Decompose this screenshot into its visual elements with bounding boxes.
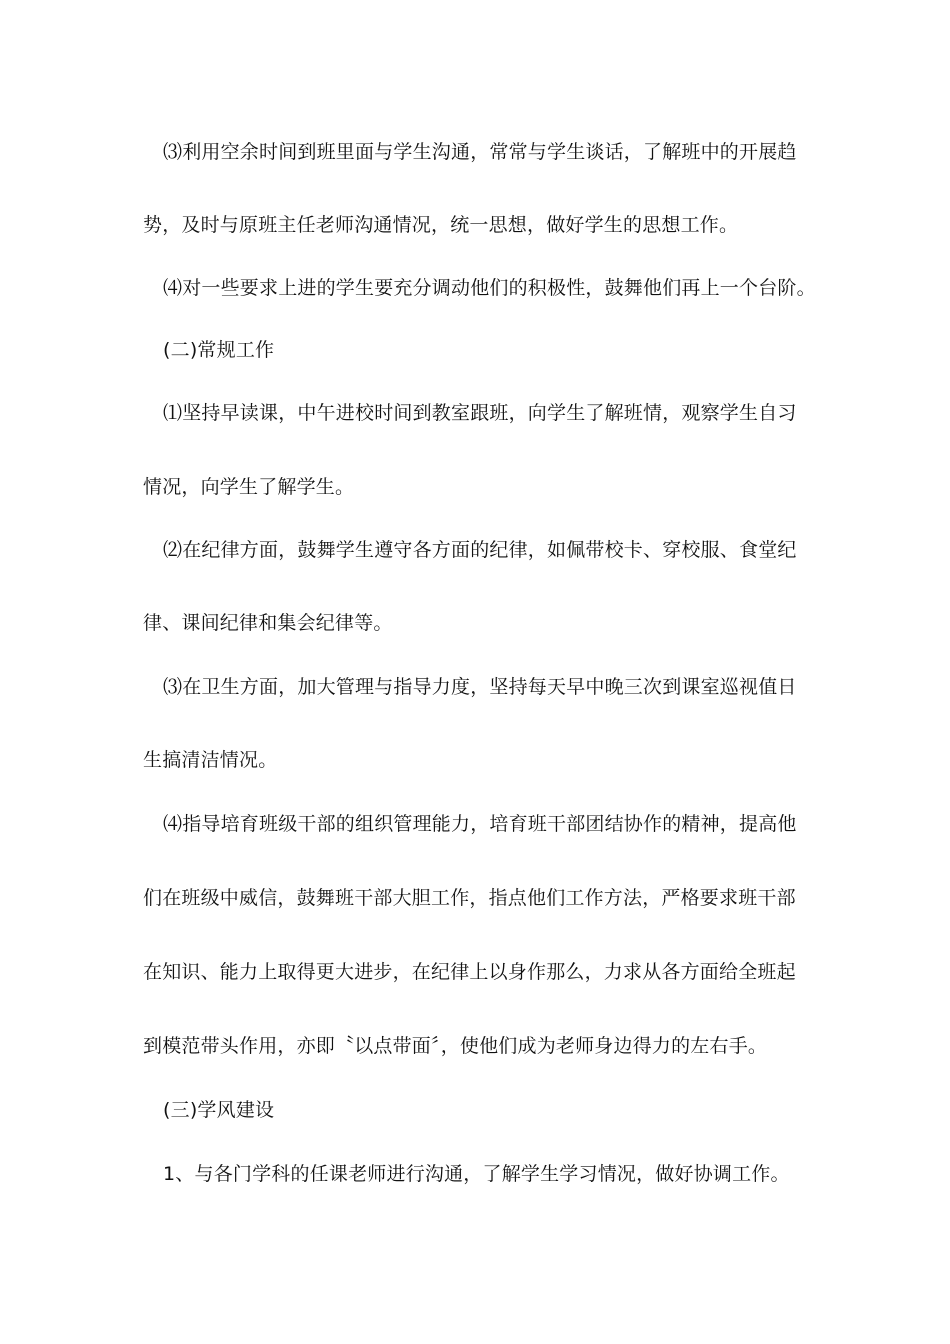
paragraph-line: ⑵在纪律方面，鼓舞学生遵守各方面的纪律，如佩带校卡、穿校服、食堂纪 — [163, 539, 797, 561]
paragraph-line: 到模范带头作用，亦即〝以点带面〞，使他们成为老师身边得力的左右手。 — [143, 1035, 768, 1057]
paragraph-line: ⑷对一些要求上进的学生要充分调动他们的积极性，鼓舞他们再上一个台阶。 — [163, 277, 816, 299]
paragraph-line: 在知识、能力上取得更大进步，在纪律上以身作那么，力求从各方面给全班起 — [143, 961, 796, 983]
paragraph-line: ⑴坚持早读课，中午进校时间到教室跟班，向学生了解班情，观察学生自习 — [163, 402, 797, 424]
paragraph-line: ⑶利用空余时间到班里面与学生沟通，常常与学生谈话，了解班中的开展趋 — [163, 141, 797, 163]
paragraph-line: ⑶在卫生方面，加大管理与指导力度，坚持每天早中晚三次到课室巡视值日 — [163, 676, 797, 698]
paragraph-line: 1、与各门学科的任课老师进行沟通，了解学生学习情况，做好协调工作。 — [163, 1163, 790, 1185]
section-heading: (二)常规工作 — [163, 339, 275, 361]
paragraph-line: 势，及时与原班主任老师沟通情况，统一思想，做好学生的思想工作。 — [143, 214, 739, 236]
section-heading: (三)学风建设 — [163, 1099, 275, 1121]
paragraph-line: ⑷指导培育班级干部的组织管理能力，培育班干部团结协作的精神，提高他 — [163, 813, 797, 835]
paragraph-line: 情况，向学生了解学生。 — [143, 476, 355, 498]
paragraph-line: 生搞清洁情况。 — [143, 749, 278, 771]
paragraph-line: 律、课间纪律和集会纪律等。 — [143, 612, 393, 634]
paragraph-line: 们在班级中威信，鼓舞班干部大胆工作，指点他们工作方法，严格要求班干部 — [143, 887, 796, 909]
